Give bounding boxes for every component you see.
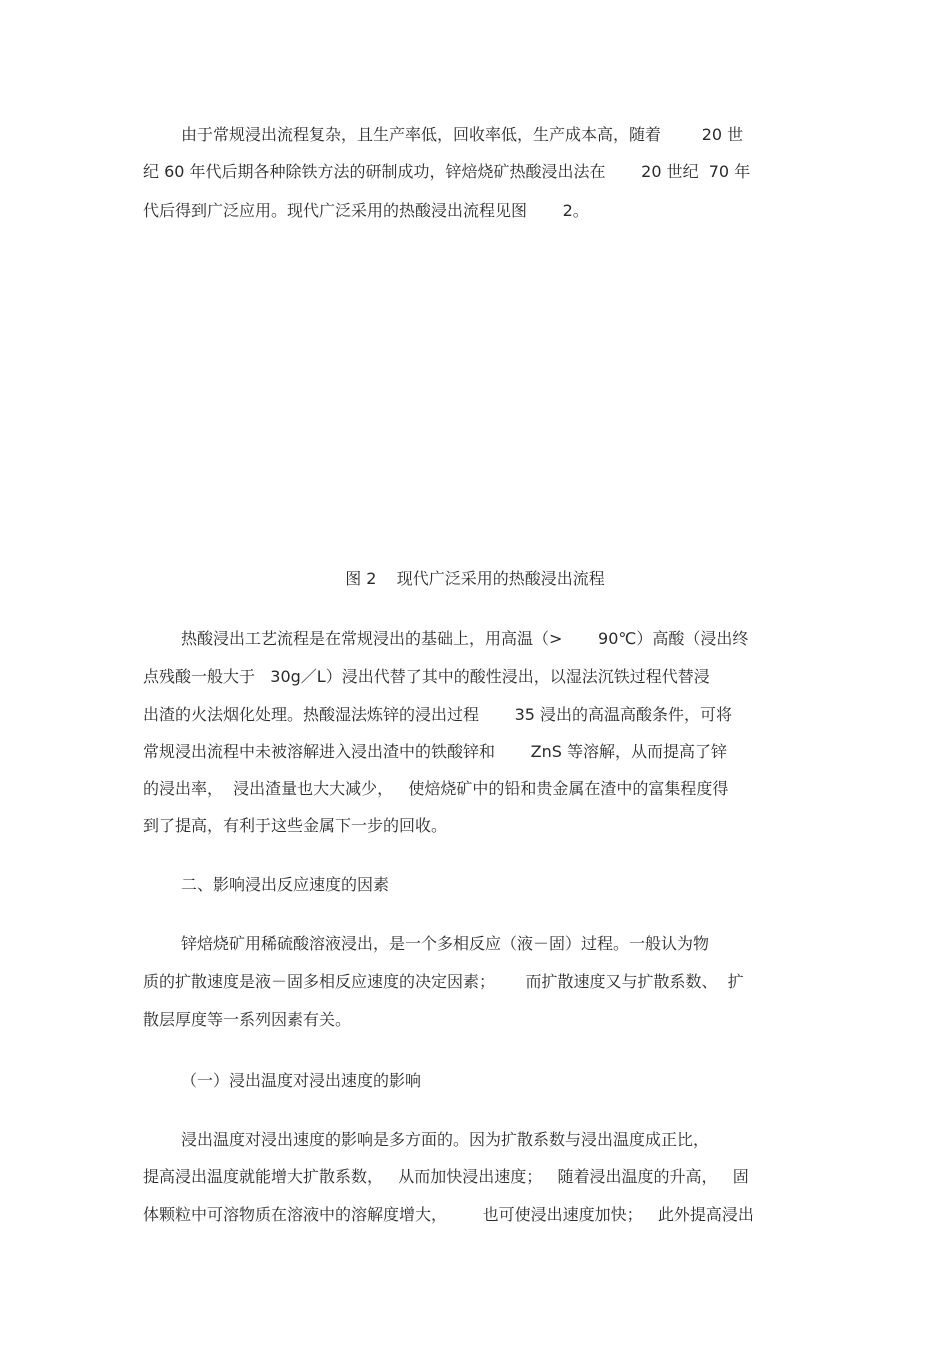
- text-line: 体颗粒中可溶物质在溶液中的溶解度增大， 也可使浸出速度加快； 此外提高浸出: [143, 1205, 754, 1224]
- text-line: 散层厚度等一系列因素有关。: [143, 1010, 352, 1029]
- figure-caption: 图 2 现代广泛采用的热酸浸出流程: [345, 569, 605, 588]
- text-line: 到了提高，有利于这些金属下一步的回收。: [143, 816, 448, 835]
- text-line: 由于常规浸出流程复杂，且生产率低，回收率低，生产成本高，随着 20 世: [181, 125, 744, 144]
- text-line: 纪 60 年代后期各种除铁方法的研制成功，锌焙烧矿热酸浸出法在 20 世纪 70 年: [143, 162, 751, 181]
- subsection-heading: （一）浸出温度对浸出速度的影响: [181, 1071, 422, 1090]
- text-line: 质的扩散速度是液－固多相反应速度的决定因素； 而扩散速度又与扩散系数、 扩: [143, 972, 744, 991]
- text-line: 代后得到广泛应用。现代广泛采用的热酸浸出流程见图 2。: [143, 201, 589, 220]
- figure-2-area: [143, 250, 803, 550]
- text-line: 点残酸一般大于 30g／L）浸出代替了其中的酸性浸出，以湿法沉铁过程代替浸: [143, 667, 710, 686]
- text-line: 热酸浸出工艺流程是在常规浸出的基础上，用高温（> 90℃）高酸（浸出终: [181, 629, 749, 648]
- text-line: 常规浸出流程中未被溶解进入浸出渣中的铁酸锌和 ZnS 等溶解，从而提高了锌: [143, 742, 727, 761]
- text-line: 浸出温度对浸出速度的影响是多方面的。因为扩散系数与浸出温度成正比，: [181, 1130, 710, 1149]
- text-line: 的浸出率， 浸出渣量也大大减少， 使焙烧矿中的铅和贵金属在渣中的富集程度得: [143, 779, 729, 798]
- text-line: 出渣的火法烟化处理。热酸湿法炼锌的浸出过程 35 浸出的高温高酸条件，可将: [143, 705, 733, 724]
- section-heading: 二、影响浸出反应速度的因素: [181, 875, 390, 894]
- text-line: 锌焙烧矿用稀硫酸溶液浸出，是一个多相反应（液－固）过程。一般认为物: [181, 934, 710, 953]
- text-line: 提高浸出温度就能增大扩散系数， 从而加快浸出速度； 随着浸出温度的升高， 固: [143, 1167, 749, 1186]
